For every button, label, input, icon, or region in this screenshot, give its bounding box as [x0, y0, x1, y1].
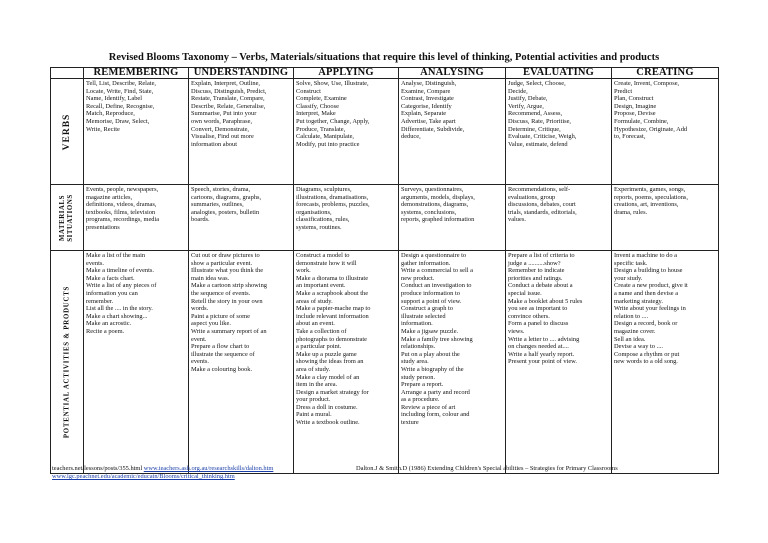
- cell-line: Determine, Critique,: [508, 125, 561, 133]
- cell-line: Write a list of any pieces of: [86, 282, 157, 290]
- cell-line: words.: [191, 305, 209, 313]
- corner-cell: [51, 68, 84, 79]
- cell-line: Write a letter to .... advising: [508, 335, 580, 343]
- footer-line-1: [52, 465, 752, 473]
- cell-line: Plan, Construct: [614, 95, 654, 103]
- cell-line: Write a biography of the: [401, 365, 464, 373]
- cell-line: Make a colouring book.: [191, 365, 253, 373]
- cell-line: trials, standards, editorials,: [508, 208, 577, 216]
- cell-verbs-analysing: [399, 79, 506, 185]
- cell-line: Recommend, Assess,: [508, 110, 563, 118]
- cell-line: Illustrate what you think the: [191, 267, 264, 275]
- cell-line: Take a collection of: [296, 327, 347, 335]
- cell-line: Construct: [296, 87, 321, 95]
- cell-line: values.: [508, 216, 526, 224]
- header-row: [51, 68, 719, 79]
- cell-line: Examine, Compare: [401, 87, 451, 95]
- cell-line: Make a list of the main: [86, 252, 146, 259]
- row-header-verbs: [51, 79, 84, 185]
- cell-line: analogies, posters, bulletin: [191, 208, 260, 216]
- cell-line: Analyse, Distinguish,: [401, 80, 457, 87]
- cell-line: arguments, models, displays,: [401, 193, 475, 201]
- cell-line: Differentiate, Subdivide,: [401, 125, 465, 133]
- cell-line: your product.: [296, 396, 331, 404]
- cell-line: Make a facts chart.: [86, 274, 135, 282]
- taxonomy-table: [50, 67, 719, 474]
- materials-row: [51, 185, 719, 251]
- cell-line: Tell, List, Describe, Relate,: [86, 80, 157, 87]
- cell-line: Make a timeline of events.: [86, 267, 154, 275]
- cell-line: Design a questionnaire to: [401, 252, 467, 259]
- cell-line: priorities and ratings.: [508, 274, 563, 282]
- cell-line: deduce,: [401, 133, 421, 141]
- cell-materials-applying: [294, 185, 399, 251]
- cell-line: about an event.: [296, 320, 335, 328]
- cell-line: boards.: [191, 216, 210, 224]
- cell-verbs-creating: [612, 79, 719, 185]
- cell-line: Compose a rhythm or put: [614, 350, 680, 358]
- footer-link[interactable]: www.teachers.ash.org.au/researchskills/dalton.htm: [143, 465, 274, 472]
- cell-line: photographs to demonstrate: [296, 335, 367, 343]
- row-label-verbs: VERBS: [62, 113, 72, 150]
- cell-line: Value, estimate, defend: [508, 140, 568, 148]
- cell-line: Write, Recite: [86, 125, 120, 133]
- footer-source-url[interactable]: teachers.net/lessons/posts/355.html: [52, 465, 143, 472]
- cell-materials-evaluating: [506, 185, 612, 251]
- cell-line: show a particular event.: [191, 259, 253, 267]
- cell-line: own words, Paraphrase,: [191, 117, 253, 125]
- cell-line: Complete, Examine: [296, 95, 347, 103]
- cell-line: information you can: [86, 289, 138, 297]
- cell-line: support a point of view.: [401, 297, 462, 305]
- cell-line: Retell the story in your own: [191, 297, 263, 305]
- cell-line: Design a record, book or: [614, 320, 678, 328]
- cell-line: Advertise, Take apart: [401, 117, 456, 125]
- cell-materials-remembering: [84, 185, 189, 251]
- cell-line: produce information to: [401, 289, 460, 297]
- cell-materials-understanding: [189, 185, 294, 251]
- cell-line: event.: [191, 335, 207, 343]
- cell-line: Explain, Separate: [401, 110, 447, 118]
- cell-line: special issue.: [508, 289, 542, 297]
- cell-line: the sequence of events.: [191, 289, 251, 297]
- cell-line: programs, recordings, media: [86, 216, 160, 224]
- cell-line: Make a papier-mache map to: [296, 305, 371, 313]
- document-title: Revised Blooms Taxonomy – Verbs, Materials/situations that require this level of thinking, Potential activities and products: [108, 52, 660, 63]
- cell-line: specific task.: [614, 259, 648, 267]
- cell-line: magazine articles,: [86, 193, 133, 201]
- cell-line: main idea was.: [191, 274, 230, 282]
- cell-line: Memorise, Draw, Select,: [86, 117, 150, 125]
- cell-line: Design a market strategy for: [296, 388, 369, 396]
- cell-line: Prepare a list of criteria to: [508, 252, 575, 259]
- cell-line: systems, routines.: [296, 223, 342, 231]
- cell-line: on changes needed at....: [508, 343, 569, 351]
- cell-line: Discuss, Distinguish, Predict,: [191, 87, 267, 95]
- cell-line: information.: [401, 320, 433, 328]
- cell-line: events.: [191, 358, 209, 366]
- row-header-materials: [51, 185, 84, 251]
- cell-line: events.: [86, 259, 104, 267]
- cell-line: Restate, Translate, Compare,: [191, 95, 265, 103]
- cell-line: remember.: [86, 297, 114, 305]
- cell-line: Make up a puzzle game: [296, 350, 357, 358]
- cell-line: including form, colour and: [401, 411, 470, 419]
- cell-line: Create, Invent, Compose,: [614, 80, 680, 87]
- column-header-remembering: REMEMBERING: [84, 68, 189, 79]
- verbs-row: [51, 79, 719, 185]
- cell-line: Prepare a flow chart to: [191, 343, 250, 351]
- cell-line: Make a booklet about 5 rules: [508, 297, 583, 305]
- cell-line: convince others.: [508, 312, 550, 320]
- cell-line: Make a scrapbook about the: [296, 289, 369, 297]
- cell-line: your study.: [614, 274, 643, 282]
- cell-line: systems, conclusions,: [401, 208, 457, 216]
- footer: [52, 465, 752, 481]
- cell-line: Make a family tree showing: [401, 335, 473, 343]
- column-header-evaluating: EVALUATING: [506, 68, 612, 79]
- cell-activities-analysing: [399, 251, 506, 474]
- cell-line: Calculate, Manipulate,: [296, 133, 355, 141]
- cell-line: Propose, Devise: [614, 110, 656, 118]
- cell-line: discussions, debates, court: [508, 201, 576, 209]
- footer-credit: Dalton.J & Smith.D (1986) Extending Children's Special abilities – Strategies for Primary Classrooms: [356, 465, 618, 472]
- cell-activities-evaluating: [506, 251, 612, 474]
- cell-activities-understanding: [189, 251, 294, 474]
- cell-line: Prepare a report.: [401, 381, 444, 389]
- cell-line: study person.: [401, 373, 436, 381]
- cell-line: reports, graphed information: [401, 216, 475, 224]
- cell-line: Match, Reproduce,: [86, 110, 135, 118]
- cell-verbs-understanding: [189, 79, 294, 185]
- column-header-understanding: UNDERSTANDING: [189, 68, 294, 79]
- cell-line: new words to a old song.: [614, 358, 678, 366]
- cell-line: Recall, Define, Recognise,: [86, 102, 155, 110]
- cell-line: Paint a picture of some: [191, 312, 250, 320]
- cell-line: Decide,: [508, 87, 528, 95]
- cell-line: relation to ....: [614, 312, 649, 320]
- cell-activities-remembering: [84, 251, 189, 474]
- cell-line: Describe, Relate, Generalise,: [191, 102, 266, 110]
- cell-line: creations, art, inventions,: [614, 201, 679, 209]
- cell-line: Hypothesize, Originate, Add: [614, 125, 688, 133]
- cell-line: Devise a way to ....: [614, 343, 663, 351]
- cell-line: Create a new product, give it: [614, 282, 688, 290]
- row-label-activities: POTENTIAL ACTIVITIES & PRODUCTS: [63, 285, 71, 439]
- cell-line: Make a jigsaw puzzle.: [401, 327, 459, 335]
- cell-line: Experiments, games, songs,: [614, 186, 686, 193]
- cell-line: Write a half yearly report.: [508, 350, 575, 358]
- cell-verbs-remembering: [84, 79, 189, 185]
- cell-line: item in the area.: [296, 381, 338, 389]
- cell-line: presentations: [86, 223, 120, 231]
- cell-line: Surveys, questionnaires,: [401, 186, 464, 193]
- cell-line: definitions, videos, dramas,: [86, 201, 157, 209]
- cell-line: Construct a model to: [296, 252, 350, 259]
- cell-line: Write a summary report of an: [191, 327, 267, 335]
- cell-line: drama, rules.: [614, 208, 648, 216]
- cell-line: Verify, Argue,: [508, 102, 544, 110]
- cell-line: judge a ..........show?: [508, 259, 561, 267]
- cell-line: illustrate selected: [401, 312, 446, 320]
- cell-line: Solve, Show, Use, Illustrate,: [296, 80, 369, 87]
- cell-line: a particular point.: [296, 343, 342, 351]
- cell-line: views.: [508, 327, 525, 335]
- cell-line: information about: [191, 140, 237, 148]
- cell-line: Produce, Translate,: [296, 125, 346, 133]
- cell-line: Write a commercial to sell a: [401, 267, 473, 275]
- cell-line: texture: [401, 419, 419, 427]
- cell-line: Form a panel to discuss: [508, 320, 569, 328]
- cell-line: Arrange a party and record: [401, 388, 470, 396]
- cell-line: Modify, put into practice: [296, 140, 360, 148]
- cell-line: classifications, rules,: [296, 216, 350, 224]
- cell-line: Recite a poem.: [86, 327, 125, 335]
- cell-line: cartoons, diagrams, graphs,: [191, 193, 262, 201]
- cell-line: illustrations, dramatisations,: [296, 193, 369, 201]
- cell-line: Make a cartoon strip showing: [191, 282, 267, 290]
- cell-line: marketing strategy.: [614, 297, 663, 305]
- cell-line: Make an acrostic.: [86, 320, 132, 328]
- activities-row: [51, 251, 719, 474]
- cell-line: Events, people, newspapers,: [86, 186, 159, 193]
- cell-activities-creating: [612, 251, 719, 474]
- cell-line: Discuss, Rate, Prioritise,: [508, 117, 572, 125]
- cell-line: Locate, Write, Find, State,: [86, 87, 154, 95]
- cell-line: relationships.: [401, 343, 436, 351]
- cell-line: Conduct a debate about a: [508, 282, 573, 290]
- cell-materials-creating: [612, 185, 719, 251]
- cell-line: you see as important to: [508, 305, 568, 313]
- cell-line: include relevant information: [296, 312, 369, 320]
- cell-line: Review a piece of art: [401, 403, 456, 411]
- cell-line: Formulate, Combine,: [614, 117, 669, 125]
- cell-line: Summarise, Put into your: [191, 110, 257, 118]
- cell-line: Paint a mural.: [296, 411, 332, 419]
- cell-line: Remember to indicate: [508, 267, 565, 275]
- cell-line: summaries, outlines,: [191, 201, 244, 209]
- column-header-analysing: ANALYSING: [399, 68, 506, 79]
- cell-line: Contrast, Investigate: [401, 95, 454, 103]
- cell-line: Design a building to house: [614, 267, 683, 275]
- cell-line: Invent a machine to do a: [614, 252, 677, 259]
- cell-line: Categorise, Identify: [401, 102, 452, 110]
- cell-line: Construct a graph to: [401, 305, 454, 313]
- cell-line: magazine cover.: [614, 327, 656, 335]
- cell-line: Put together, Change, Apply,: [296, 117, 370, 125]
- cell-line: gather information.: [401, 259, 451, 267]
- cell-line: an important event.: [296, 282, 346, 290]
- cell-line: Diagrams, sculptures,: [296, 186, 352, 193]
- cell-line: work.: [296, 267, 311, 275]
- cell-line: showing the ideas from an: [296, 358, 364, 366]
- cell-line: new product.: [401, 274, 435, 282]
- table-body: [51, 79, 719, 474]
- cell-line: Make a diorama to illustrate: [296, 274, 369, 282]
- cell-line: Justify, Debate,: [508, 95, 548, 103]
- cell-line: Design, Imagine: [614, 102, 657, 110]
- cell-line: as a procedure.: [401, 396, 440, 404]
- row-header-activities: [51, 251, 84, 474]
- cell-line: Convert, Demonstrate,: [191, 125, 250, 133]
- cell-line: Put on a play about the: [401, 350, 460, 358]
- cell-line: Name, Identify, Label: [86, 95, 143, 103]
- cell-line: Judge, Select, Choose,: [508, 80, 566, 87]
- cell-line: study area.: [401, 358, 429, 366]
- cell-line: Conduct an investigation to: [401, 282, 472, 290]
- cell-line: illustrate the sequence of: [191, 350, 255, 358]
- cell-line: Classify, Choose: [296, 102, 339, 110]
- cell-line: forecasts, problems, puzzles,: [296, 201, 370, 209]
- cell-activities-applying: [294, 251, 399, 474]
- cell-line: evaluations, group: [508, 193, 556, 201]
- cell-line: areas of study.: [296, 297, 333, 305]
- cell-line: Recommendations, self-: [508, 186, 571, 193]
- cell-line: demonstrate how it will: [296, 259, 357, 267]
- cell-line: Evaluate, Criticise, Weigh,: [508, 133, 577, 141]
- cell-line: reports, poems, speculations,: [614, 193, 689, 201]
- cell-line: Explain, Interpret, Outline,: [191, 80, 261, 87]
- cell-verbs-applying: [294, 79, 399, 185]
- cell-line: Cut out or draw pictures to: [191, 252, 260, 259]
- cell-line: Sell an idea.: [614, 335, 646, 343]
- row-label-materials: [59, 194, 75, 241]
- row-label-materials-line: MATERIALS: [59, 194, 66, 241]
- cell-line: Present your point of view.: [508, 358, 577, 366]
- cell-line: Dress a doll in costume.: [296, 403, 358, 411]
- cell-line: Interpret, Make: [296, 110, 336, 118]
- cell-line: Write about your feelings in: [614, 305, 686, 313]
- cell-line: Write a textbook outline.: [296, 419, 360, 427]
- footer-link-2[interactable]: www.lgc.peachnet.edu/academic/educatn/Blooms/critical_thinking.htm: [52, 473, 235, 480]
- cell-line: aspect you like.: [191, 320, 231, 328]
- row-label-situations-line: SITUATIONS: [67, 193, 74, 242]
- cell-line: Visualise, Find out more: [191, 133, 254, 141]
- column-header-creating: CREATING: [612, 68, 719, 79]
- cell-line: textbooks, films, television: [86, 208, 156, 216]
- cell-line: Speech, stories, drama,: [191, 186, 251, 193]
- cell-line: demonstrations, diagrams,: [401, 201, 469, 209]
- cell-line: a name and then devise a: [614, 289, 679, 297]
- cell-line: Make a clay model of an: [296, 373, 360, 381]
- cell-line: Predict: [614, 87, 633, 95]
- column-header-applying: APPLYING: [294, 68, 399, 79]
- cell-line: area of study.: [296, 365, 331, 373]
- cell-line: List all the .... in the story.: [86, 305, 153, 313]
- cell-verbs-evaluating: [506, 79, 612, 185]
- cell-line: organisations,: [296, 208, 332, 216]
- cell-materials-analysing: [399, 185, 506, 251]
- cell-line: Make a chart showing...: [86, 312, 148, 320]
- cell-line: to, Forecast,: [614, 133, 646, 141]
